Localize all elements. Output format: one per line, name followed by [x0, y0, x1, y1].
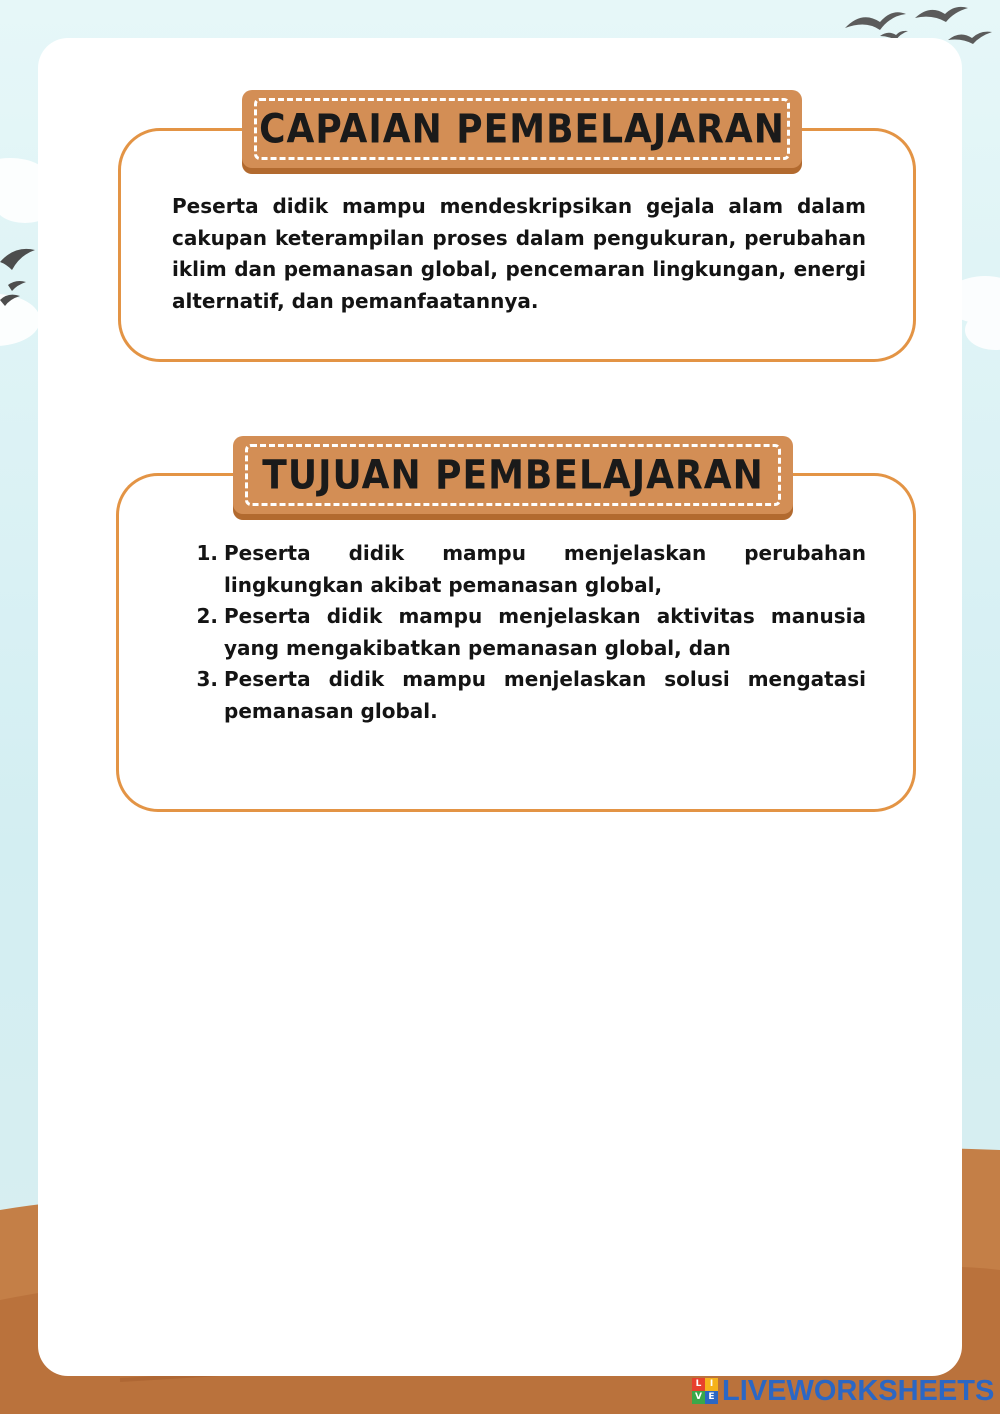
- capaian-title-banner: [242, 90, 802, 168]
- liveworksheets-logo-icon: [692, 1378, 718, 1404]
- list-item: [172, 601, 866, 664]
- logo-letter: E: [705, 1391, 718, 1404]
- list-item-number: 1.: [196, 541, 218, 565]
- list-item-text: Peserta didik mampu menjelaskan aktivitas manusia yang mengakibatkan pemanasan global, dan: [224, 604, 866, 660]
- list-item: [172, 538, 866, 601]
- capaian-text: Peserta didik mampu mendeskripsikan gejala alam dalam cakupan keterampilan proses dalam pengukuran, perubahan iklim dan pemanasan global, pencemaran lingkungan, energi alternatif, dan pemanfaatannya.: [172, 194, 866, 313]
- liveworksheets-watermark[interactable]: [692, 1374, 994, 1408]
- list-item-number: 2.: [196, 604, 218, 628]
- list-item: [172, 664, 866, 727]
- tujuan-title: TUJUAN PEMBELAJARAN: [262, 452, 764, 498]
- logo-letter: L: [692, 1378, 705, 1391]
- list-item-text: Peserta didik mampu menjelaskan perubahan lingkungkan akibat pemanasan global,: [224, 541, 866, 597]
- birds-left: [0, 249, 35, 306]
- tujuan-title-banner: [233, 436, 793, 514]
- logo-letter: I: [705, 1378, 718, 1391]
- tujuan-list: [172, 538, 866, 727]
- capaian-title: CAPAIAN PEMBELAJARAN: [259, 106, 785, 152]
- list-item-number: 3.: [196, 667, 218, 691]
- liveworksheets-text: LIVEWORKSHEETS: [722, 1374, 995, 1407]
- logo-letter: V: [692, 1391, 705, 1404]
- list-item-text: Peserta didik mampu menjelaskan solusi mengatasi pemanasan global.: [224, 667, 866, 723]
